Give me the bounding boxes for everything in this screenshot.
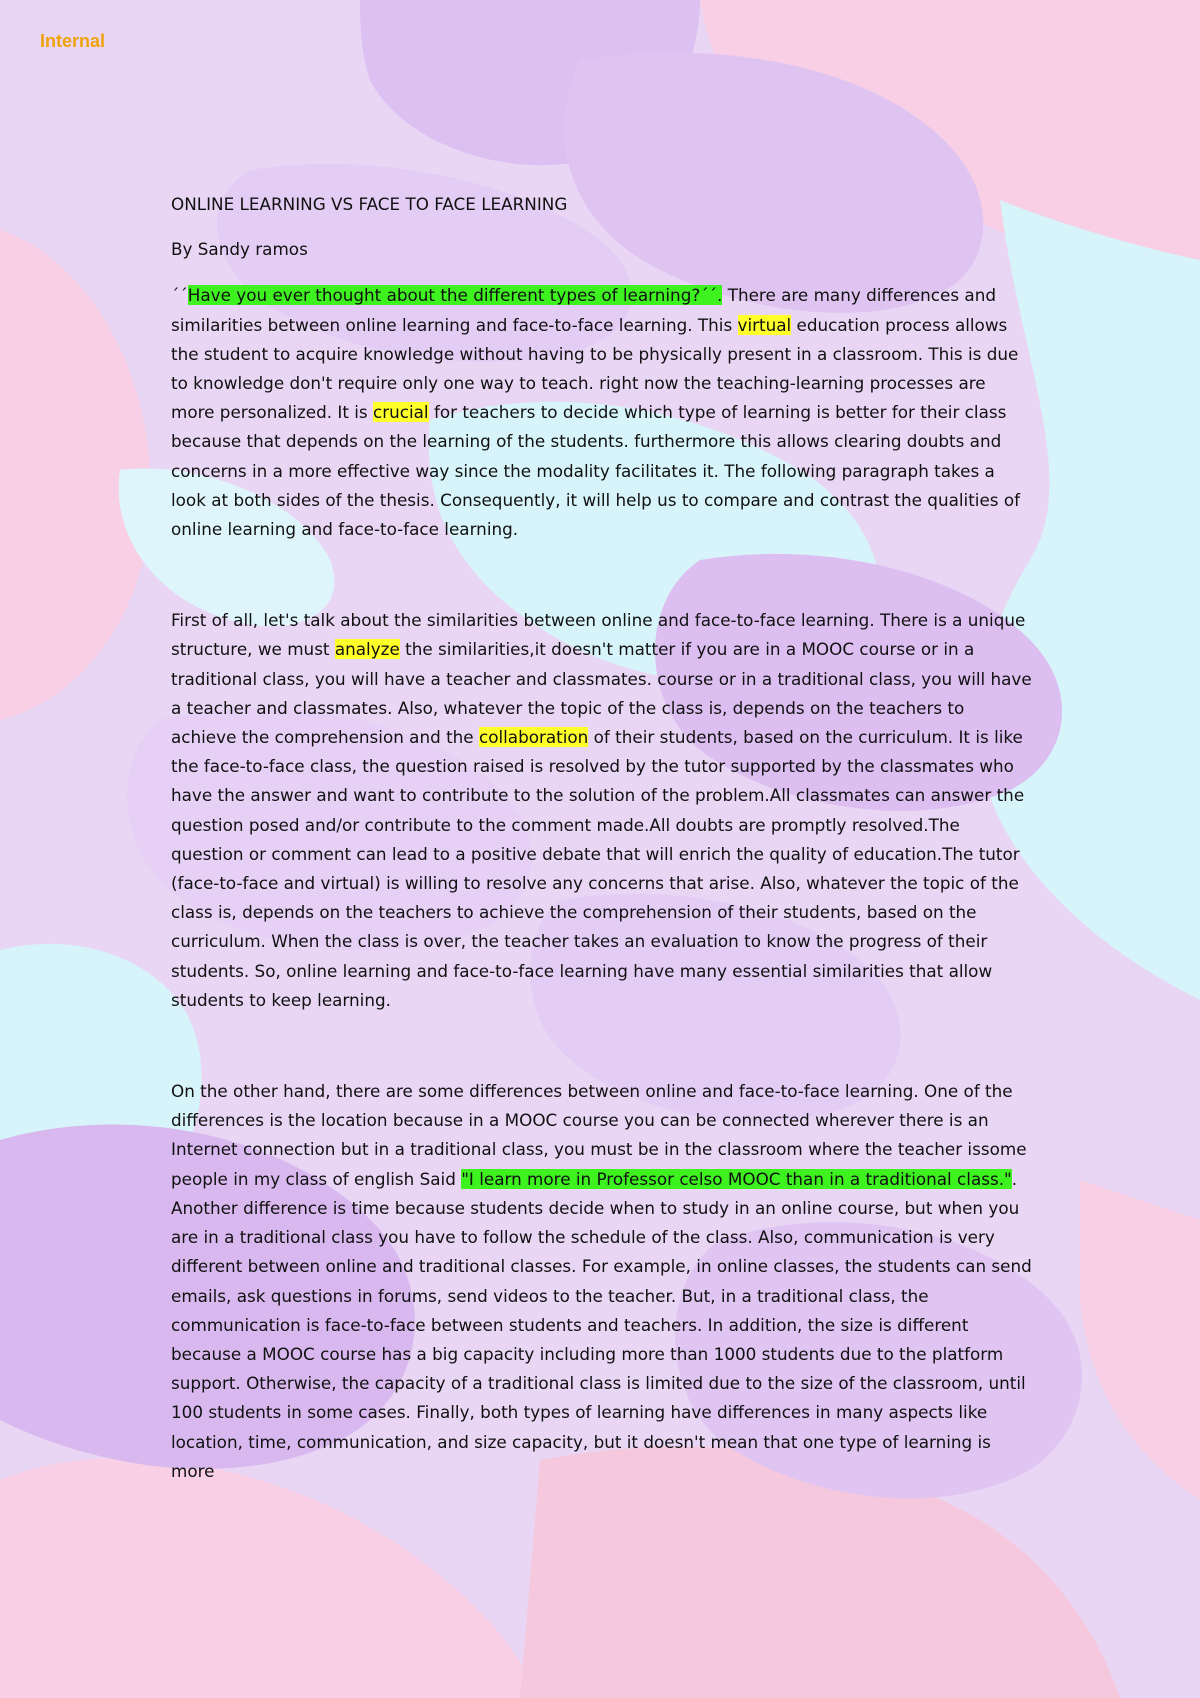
open-quote-mark: ´´ <box>171 285 188 306</box>
text-run: the similarities,it doesn't matter if you are in a MOOC course or in a traditional class, you will have a teacher and classmates. course or in a traditional class, you will have a teacher and classmates. Also, whatever the topic of the class is, depends on the teachers to achieve the comprehension and the <box>171 639 1032 748</box>
highlight-analyze: analyze <box>334 639 400 660</box>
highlight-student-quote: "I learn more in Professor celso MOOC than in a traditional class." <box>461 1168 1012 1189</box>
highlight-crucial: crucial <box>373 402 429 423</box>
highlight-virtual: virtual <box>737 314 792 335</box>
text-run: for teachers to decide which type of learning is better for their class because that depends on the learning of the students. furthermore this allows clearing doubts and concerns in a more effective way since the modality facilitates it. The following paragraph takes a look at both sides of the thesis. Consequently, it will help us to compare and contrast the qualities of online learning and face-to-face learning. <box>171 402 1021 540</box>
document-body <box>171 190 1033 1548</box>
text-run: First of all, let's talk about the similarities between online and face-to-face learning. There is a unique structure, we must <box>171 610 1026 660</box>
text-run: On the other hand, there are some differences between online and face-to-face learning. One of the differences is the location because in a MOOC course you can be connected wherever there is an Internet connection but in a traditional class, you must be in the classroom where the teacher issome people in my class of english Said <box>171 1081 1027 1189</box>
text-run: education process allows the student to acquire knowledge without having to be physically present in a classroom. This is due to knowledge don't require only one way to teach. right now the teaching-learning processes are more personalized. It is <box>171 314 1019 423</box>
text-run: There are many differences and similarities between online learning and face-to-face learning. This <box>171 285 997 335</box>
text-run: of their students, based on the curriculum. It is like the face-to-face class, the question raised is resolved by the tutor supported by the classmates who have the answer and want to contribute to the solution of the problem.All classmates can answer the question posed and/or contribute to the comment made.All doubts are promptly resolved.The question or comment can lead to a positive debate that will enrich the quality of education.The tutor (face-to-face and virtual) is willing to resolve any concerns that arise. Also, whatever the topic of the class is, depends on the teachers to achieve the comprehension of their students, based on the curriculum. When the class is over, the teacher takes an evaluation to know the progress of their students. So, online learning and face-to-face learning have many essential similarities that allow students to keep learning. <box>171 727 1025 1010</box>
paragraph-differences <box>171 1077 1033 1486</box>
document-author: By Sandy ramos <box>171 239 308 260</box>
paragraph-similarities <box>171 606 1033 1015</box>
document-title: ONLINE LEARNING VS FACE TO FACE LEARNING <box>171 194 568 214</box>
highlight-question: Have you ever thought about the different types of learning?´´. <box>187 285 723 306</box>
internal-classification-label: Internal <box>40 31 106 51</box>
text-run: . Another difference is time because students decide when to study in an online course, but when you are in a traditional class you have to follow the schedule of the class. Also, communication is very different between online and traditional classes. For example, in online classes, the students can send emails, ask questions in forums, send videos to the teacher. But, in a traditional class, the communication is face-to-face between students and teachers. In addition, the size is different because a MOOC course has a big capacity including more than 1000 students due to the platform support. Otherwise, the capacity of a traditional class is limited due to the size of the classroom, until 100 students in some cases. Finally, both types of learning have differences in many aspects like location, time, communication, and size capacity, but it doesn't mean that one type of learning is more <box>171 1168 1032 1481</box>
paragraph-introduction <box>171 281 1033 544</box>
highlight-collaboration: collaboration <box>478 727 589 748</box>
